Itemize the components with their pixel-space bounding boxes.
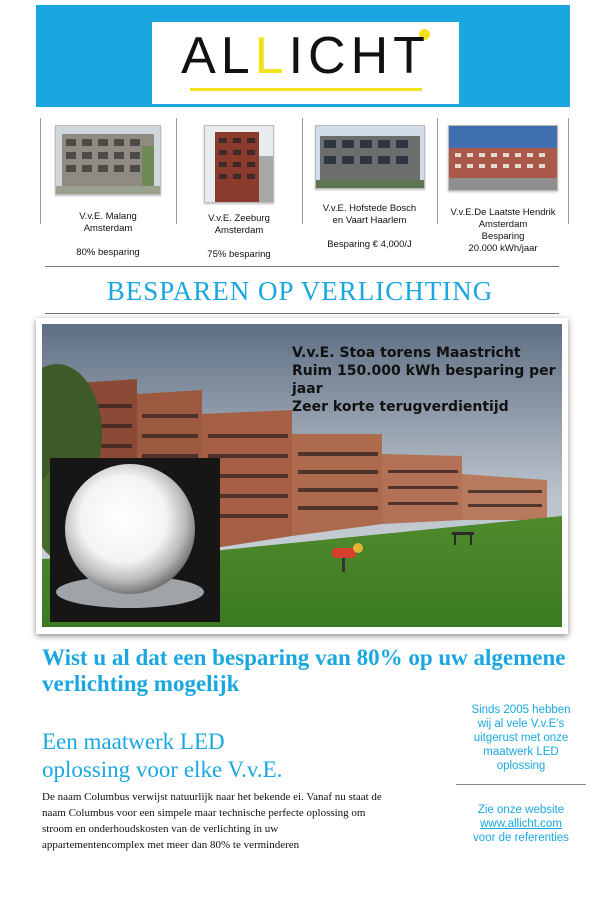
side-note: Sinds 2005 hebben wij al vele V.v.E's uitgerust met onze maatwerk LED oplossing bbox=[471, 704, 571, 772]
headline-question: Wist u al dat een besparing van 80% op uw algemene verlichting mogelijk bbox=[42, 645, 566, 696]
project-saving: 75% besparing bbox=[207, 249, 271, 260]
project-photo bbox=[315, 125, 425, 189]
website-link[interactable]: www.allicht.com bbox=[480, 818, 562, 830]
logo-wordmark: ALLICHT bbox=[181, 27, 430, 85]
column-divider bbox=[568, 118, 569, 224]
project-photo bbox=[55, 125, 161, 195]
section-rule bbox=[45, 313, 559, 314]
project-caption: V.v.E.De Laatste Hendrik Amsterdam Besparing 20.000 kWh/jaar bbox=[450, 207, 556, 254]
section-rule bbox=[45, 266, 559, 267]
project-saving: 80% besparing bbox=[76, 247, 140, 258]
header-banner bbox=[36, 5, 570, 107]
body-text: De naam Columbus verwijst natuurlijk naar het bekende ei. Vanaf nu staat de naam Columbus voor een simpele maar technische perfecte oplossing om stroom en onderhoudskosten van de verlichting in uw appartementencomplex met meer dan 80% te verminderen bbox=[42, 791, 382, 851]
hero-caption: V.v.E. Stoa torens Maastricht Ruim 150.000 kWh besparing per jaar Zeer korte terugverdientijd bbox=[292, 345, 556, 415]
project-saving: Besparing € 4,000/J bbox=[327, 239, 412, 250]
project-caption: V.v.E. Zeeburg Amsterdam bbox=[208, 213, 270, 236]
project-caption: V.v.E. Malang Amsterdam bbox=[79, 211, 137, 234]
project-card-malang bbox=[41, 118, 175, 259]
page-title: BESPAREN OP VERLICHTING bbox=[106, 276, 494, 306]
website-outro: voor de referenties bbox=[473, 832, 569, 844]
side-rule bbox=[456, 784, 586, 785]
project-photo bbox=[204, 125, 274, 203]
project-card-zeeburg bbox=[177, 118, 301, 261]
website-block bbox=[456, 803, 586, 845]
section-subtitle: Een maatwerk LED oplossing voor elke V.v.E. bbox=[42, 729, 283, 782]
logo-tagline: electrotechniek bbox=[190, 91, 416, 108]
project-card-laatste-hendrik bbox=[438, 118, 568, 255]
project-caption: V.v.E. Hofstede Bosch en Vaart Haarlem bbox=[322, 203, 417, 226]
website-intro: Zie onze website bbox=[477, 804, 565, 816]
hero-frame bbox=[36, 318, 568, 634]
project-photo bbox=[448, 125, 558, 191]
project-card-hofstede bbox=[303, 118, 436, 251]
